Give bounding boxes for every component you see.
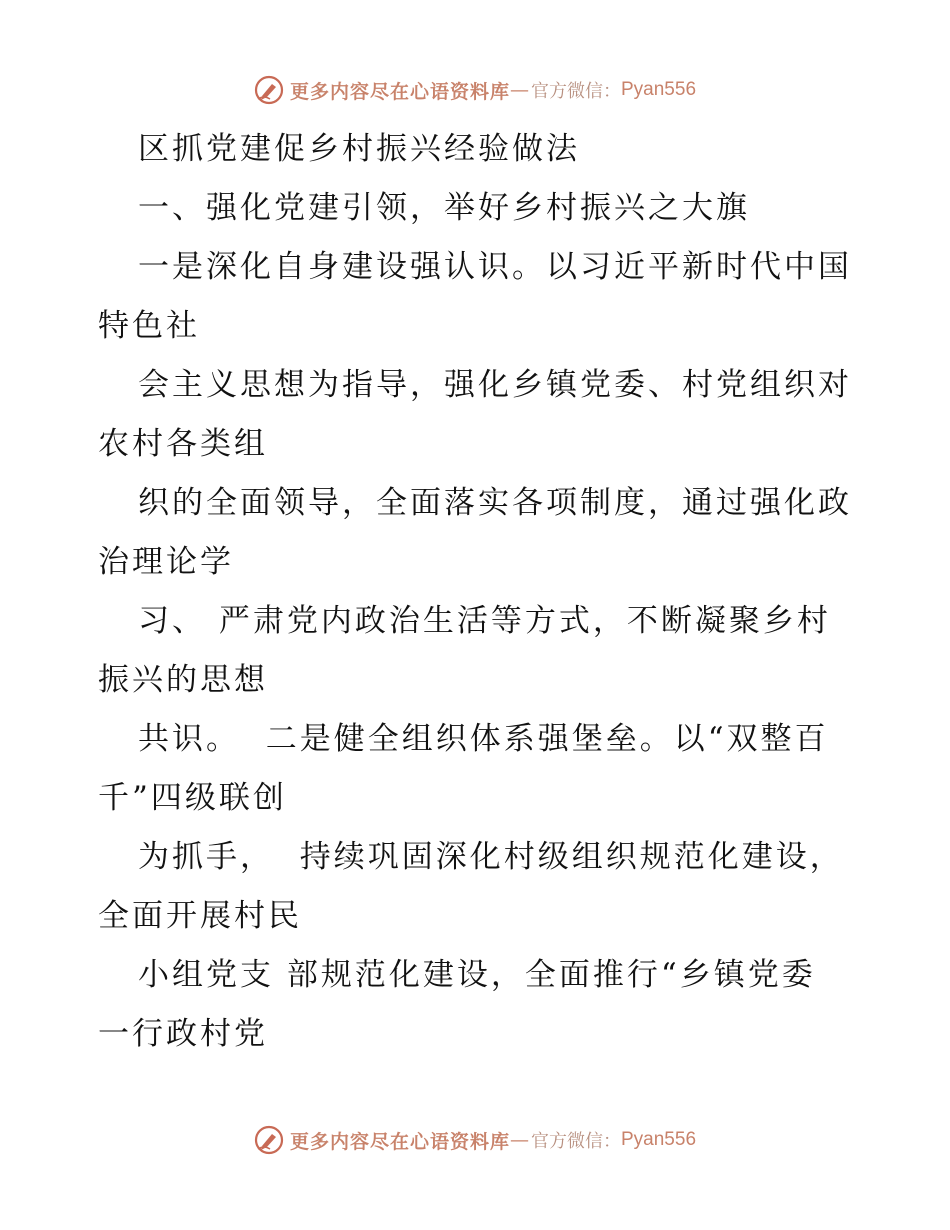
banner-main-text: 更多内容尽在心语资料库 [289, 80, 510, 103]
paragraph-line: 为抓手， 持续巩固深化村级组织规范化建设， [138, 839, 844, 875]
paragraph-line: 织的全面领导，全面落实各项制度，通过强化政 [138, 485, 852, 521]
paragraph-line: 特色社 [98, 308, 200, 344]
banner-wechat-label: 官方微信： [531, 81, 621, 102]
paragraph-line: 共识。 二是健全组织体系强堡垒。以“双整百 [138, 721, 829, 757]
footer-watermark-banner [0, 1120, 950, 1160]
paragraph-line: 习、 严肃党内政治生活等方式，不断凝聚乡村 [138, 603, 831, 639]
paragraph-line: 会主义思想为指导，强化乡镇党委、村党组织对 [138, 367, 852, 403]
paragraph-line: 小组党支 部规范化建设，全面推行“乡镇党委 [138, 957, 816, 993]
header-watermark-banner [0, 70, 950, 110]
paragraph-line: 振兴的思想 [98, 662, 268, 698]
pen-circle-logo-icon [254, 1125, 284, 1155]
document-body [98, 120, 858, 1064]
section-heading: 一、强化党建引领，举好乡村振兴之大旗 [138, 190, 750, 226]
banner-wechat-id: Pyan556 [621, 1129, 697, 1150]
banner-wechat-label: 官方微信： [531, 1131, 621, 1152]
paragraph-line: 一是深化自身建设强认识。以习近平新时代中国 [138, 249, 852, 285]
paragraph-line: 农村各类组 [98, 426, 268, 462]
banner-main-text: 更多内容尽在心语资料库 [289, 1130, 510, 1153]
banner-wechat-id: Pyan556 [621, 79, 697, 100]
paragraph-line: 千”四级联创 [98, 780, 287, 816]
banner-separator: — [510, 79, 529, 101]
paragraph-line: 治理论学 [98, 544, 234, 580]
paragraph-line: 全面开展村民 [98, 898, 302, 934]
banner-separator: — [510, 1129, 529, 1151]
pen-circle-logo-icon [254, 75, 284, 105]
document-title: 区抓党建促乡村振兴经验做法 [138, 131, 580, 167]
paragraph-line: 一行政村党 [98, 1016, 268, 1052]
